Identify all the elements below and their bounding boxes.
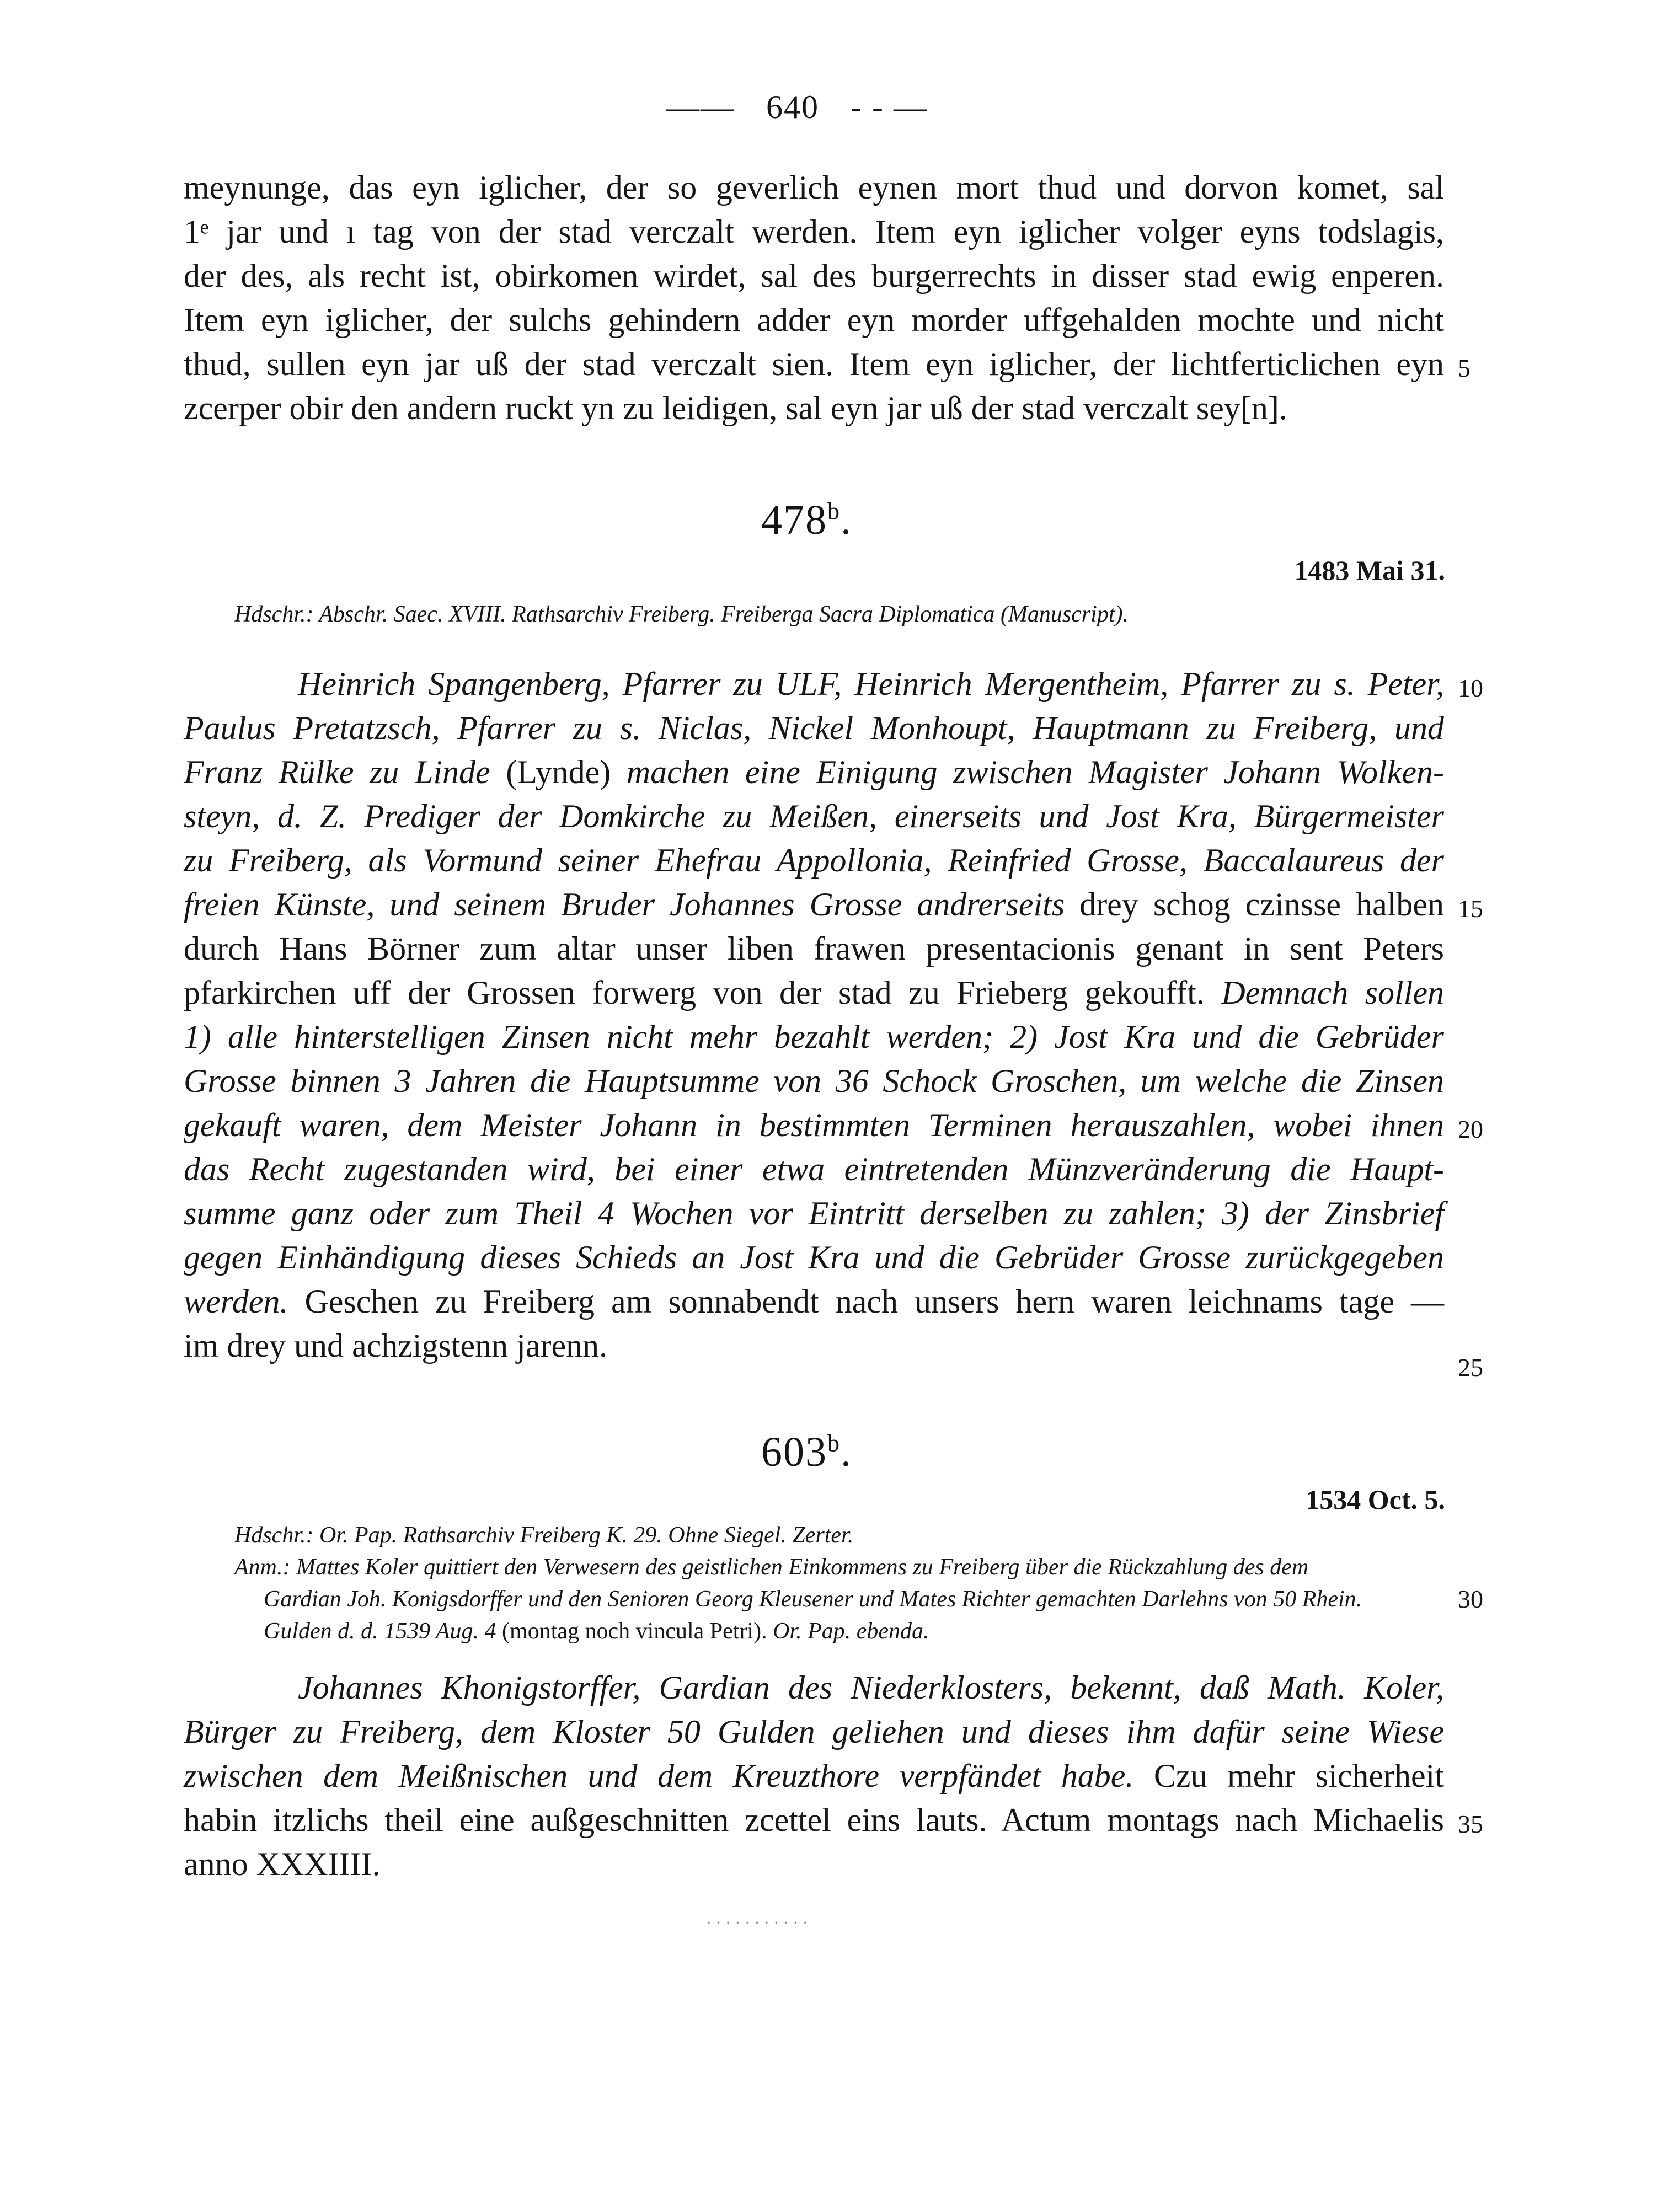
regest-line: gekauft waren, dem Meister Johann in bestimmten Terminen herauszahlen, wobei ihnen (184, 1107, 1444, 1143)
intro-line: der des, als recht ist, obirkomen wirdet, sal des burgerrechts in disser stad ewig enperen. (184, 258, 1444, 294)
regest-line: Bürger zu Freiberg, dem Kloster 50 Gulden geliehen und dieses ihm dafür seine Wiese (184, 1713, 1444, 1750)
transcript-text: pfarkirchen uff der Grossen forwerg von der stad zu Frieberg gekoufft. (184, 974, 1205, 1011)
source-note: Hdschr.: Abschr. Saec. XVIII. Rathsarchiv Freiberg. Freiberga Sacra Diplomatica (Manuscript). (234, 602, 1129, 627)
doc-date: 1534 Oct. 5. (1306, 1484, 1445, 1515)
header-dash-left: —— (666, 89, 735, 125)
line-number: 15 (1458, 895, 1483, 923)
line-number: 25 (1458, 1353, 1483, 1381)
regest-line: gegen Einhändigung dieses Schieds an Jost Kra und die Gebrüder Grosse zurückgegeben (184, 1239, 1444, 1276)
page-number: 640 (766, 89, 820, 125)
regest-text: werden. (184, 1283, 288, 1320)
doc-number-suffix: b (827, 497, 841, 525)
regest-text: machen eine Einigung zwischen Magister Johann Wolken- (626, 754, 1445, 790)
regest-line: steyn, d. Z. Prediger der Domkirche zu Meißen, einerseits und Jost Kra, Bürgermeister (184, 798, 1444, 834)
line-number: 35 (1458, 1810, 1483, 1838)
regest-text: zwischen dem Meißnischen und dem Kreuzthore verpfändet habe. (184, 1758, 1134, 1794)
regest-line: Heinrich Spangenberg, Pfarrer zu ULF, Heinrich Mergentheim, Pfarrer zu s. Peter, (298, 666, 1444, 702)
intro-line: Item eyn iglicher, der sulchs gehindern adder eyn morder uffgehalden mochte und nicht (184, 302, 1444, 338)
transcript-line: durch Hans Börner zum altar unser liben frawen presentacionis genant in sent Peters (184, 930, 1444, 967)
annotation-note (264, 1615, 929, 1647)
doc-number-suffix: b (827, 1429, 841, 1457)
annotation-note: Anm.: Mattes Koler quittiert den Verwesern des geistlichen Einkommens zu Freiberg über die Rückzahlung des dem (234, 1555, 1309, 1580)
transcript-line: habin itzlichs theil eine außgeschnitten zcettel eins lauts. Actum montags nach Michaelis (184, 1802, 1444, 1838)
annotation-text-plain: (montag noch vincula Petri). (502, 1619, 767, 1644)
doc-number-478b (761, 496, 852, 544)
page-header (659, 88, 935, 126)
line-number: 30 (1458, 1585, 1483, 1613)
regest-line (184, 750, 1444, 794)
regest-line: Paulus Pretatzsch, Pfarrer zu s. Niclas, Nickel Monhoupt, Hauptmann zu Freiberg, und (184, 710, 1444, 746)
transcript-line: im drey und achzigstenn jarenn. (184, 1327, 608, 1364)
doc-number-603b (761, 1428, 852, 1476)
doc-number-period: . (841, 497, 852, 543)
regest-line: Johannes Khonigstorffer, Gardian des Niederklosters, bekennt, daß Math. Koler, (298, 1669, 1444, 1706)
line-number: 10 (1458, 674, 1483, 702)
intro-line: zcerper obir den andern ruckt yn zu leidigen, sal eyn jar uß der stad verczalt sey[n]. (184, 390, 1287, 426)
doc-number-value: 478 (761, 497, 827, 543)
transcript-line: anno XXXIIII. (184, 1846, 381, 1882)
regest-line (184, 882, 1444, 926)
regest-line: Grosse binnen 3 Jahren die Hauptsumme von 36 Schock Groschen, um welche die Zinsen (184, 1063, 1444, 1099)
regest-line: 1) alle hinterstelligen Zinsen nicht mehr bezahlt werden; 2) Jost Kra und die Gebrüder (184, 1019, 1444, 1055)
regest-line: zu Freiberg, als Vormund seiner Ehefrau Appollonia, Reinfried Grosse, Baccalaureus der (184, 842, 1444, 879)
intro-line: 1ᵉ jar und ı tag von der stad verczalt werden. Item eyn iglicher volger eyns todslagis, (184, 213, 1444, 250)
regest-line (184, 1754, 1444, 1798)
regest-text: Franz Rülke zu Linde (184, 754, 490, 790)
line-number: 20 (1458, 1115, 1483, 1143)
regest-text-plain: (Lynde) (506, 754, 611, 790)
regest-line: das Recht zugestanden wird, bei einer etwa eintretenden Münzveränderung die Haupt- (184, 1151, 1444, 1187)
intro-line: thud, sullen eyn jar uß der stad verczalt sien. Item eyn iglicher, der lichtferticlichen eyn (184, 346, 1444, 382)
regest-text: freien Künste, und seinem Bruder Johannes Grosse andrerseits (184, 886, 1065, 923)
scan-speck: · · · · · · · · · · · (706, 1914, 808, 1932)
regest-line: summe ganz oder zum Theil 4 Wochen vor Eintritt derselben zu zahlen; 3) der Zinsbrief (184, 1195, 1444, 1231)
doc-date: 1483 Mai 31. (1294, 555, 1445, 586)
source-note: Hdschr.: Or. Pap. Rathsarchiv Freiberg K. 29. Ohne Siegel. Zerter. (234, 1523, 854, 1548)
transcript-text: Czu mehr sicherheit (1153, 1758, 1444, 1794)
line-number: 5 (1458, 354, 1471, 382)
regest-line (184, 971, 1444, 1015)
doc-number-period: . (841, 1429, 852, 1475)
annotation-text: Gulden d. d. 1539 Aug. 4 (264, 1619, 496, 1644)
regest-text: Demnach sollen (1221, 974, 1444, 1011)
annotation-note: Gardian Joh. Konigsdorffer und den Senioren Georg Kleusener und Mates Richter gemachten Darlehns von 50 Rhein. (264, 1587, 1362, 1612)
transcript-text: drey schog czinsse halben (1079, 886, 1445, 923)
annotation-text: Or. Pap. ebenda. (773, 1619, 929, 1644)
transcript-text: Geschen zu Freiberg am sonnabendt nach unsers hern waren leichnams tage — (304, 1283, 1445, 1320)
regest-line (184, 1279, 1444, 1324)
header-dash-right: - - — (851, 89, 928, 125)
doc-number-value: 603 (761, 1429, 827, 1475)
intro-line: meynunge, das eyn iglicher, der so geverlich eynen mort thud und dorvon komet, sal (184, 169, 1444, 206)
